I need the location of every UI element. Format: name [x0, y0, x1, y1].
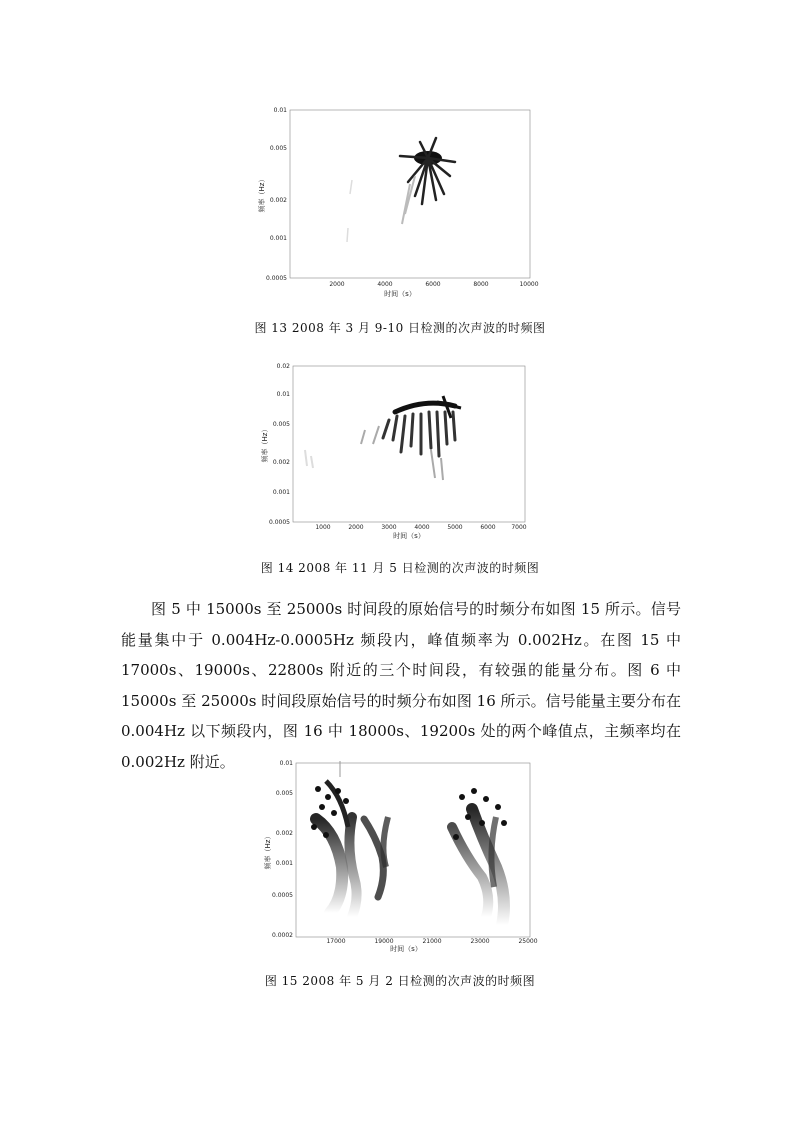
y-tick-label: 0.005 — [272, 421, 290, 428]
figure-14 — [255, 360, 535, 540]
x-ticks — [315, 524, 526, 531]
x-ticks — [326, 938, 537, 945]
y-axis-label: 频率（Hz） — [258, 175, 266, 213]
x-tick-label: 8000 — [473, 281, 489, 288]
y-axis-label: 频率（Hz） — [261, 425, 269, 463]
x-tick-label: 2000 — [348, 524, 364, 531]
y-tick-label: 0.0005 — [272, 892, 293, 899]
x-tick-label: 5000 — [447, 524, 463, 531]
figure-15-caption: 图 15 2008 年 5 月 2 日检测的次声波的时频图 — [264, 974, 536, 988]
y-tick-label: 0.005 — [269, 145, 287, 152]
x-tick-label: 6000 — [480, 524, 496, 531]
x-tick-label: 19000 — [374, 938, 394, 945]
figure-15 — [256, 757, 546, 957]
x-tick-label: 23000 — [470, 938, 490, 945]
y-tick-label: 0.01 — [273, 107, 287, 114]
y-tick-label: 0.01 — [276, 391, 290, 398]
body-paragraph — [121, 594, 681, 777]
y-tick-label: 0.005 — [275, 790, 293, 797]
x-axis-label: 时间（s） — [384, 290, 416, 298]
figure-15-plot — [256, 757, 546, 957]
y-tick-label: 0.0002 — [272, 932, 293, 939]
x-tick-label: 2000 — [329, 281, 345, 288]
figure-14-caption: 图 14 2008 年 11 月 5 日检测的次声波的时频图 — [260, 561, 540, 575]
y-axis-label: 频率（Hz） — [264, 832, 272, 870]
paragraph-text: 图 5 中 15000s 至 25000s 时间段的原始信号的时频分布如图 15 所示。信号能量集中于 0.004Hz-0.0005Hz 频段内，峰值频率为 0.002Hz。在图 15 中 17000s、19000s、22800s 附近的三个时间段，有较强的能量分布。图 6 中 15000s 至 25000s 时间段原始信号的时频分布如图 16 所示。信号能量主要分布在 0.004Hz 以下频段内，图 16 中 18000s、19200s 处的两个峰值点，主频率均在 0.002Hz 附近。 — [121, 600, 681, 771]
x-tick-label: 3000 — [381, 524, 397, 531]
y-tick-label: 0.002 — [275, 830, 293, 837]
figure-14-plot — [255, 360, 535, 540]
y-tick-label: 0.002 — [272, 459, 290, 466]
x-ticks — [329, 281, 538, 288]
y-tick-label: 0.001 — [272, 489, 290, 496]
y-ticks — [266, 107, 287, 282]
x-tick-label: 10000 — [519, 281, 539, 288]
y-tick-label: 0.02 — [276, 363, 290, 370]
x-axis-label: 时间（s） — [393, 532, 425, 540]
y-tick-label: 0.002 — [269, 197, 287, 204]
x-tick-label: 17000 — [326, 938, 346, 945]
y-ticks — [272, 760, 293, 939]
y-ticks — [269, 363, 290, 526]
y-tick-label: 0.001 — [275, 860, 293, 867]
x-tick-label: 1000 — [315, 524, 331, 531]
x-tick-label: 4000 — [377, 281, 393, 288]
y-tick-label: 0.001 — [269, 235, 287, 242]
x-tick-label: 4000 — [414, 524, 430, 531]
plot-frame — [293, 366, 525, 522]
y-tick-label: 0.0005 — [269, 519, 290, 526]
figure-13-plot — [250, 104, 540, 299]
x-tick-label: 21000 — [422, 938, 442, 945]
y-tick-label: 0.0005 — [266, 275, 287, 282]
figure-13 — [250, 104, 540, 299]
x-axis-label: 时间（s） — [390, 945, 422, 953]
y-tick-label: 0.01 — [279, 760, 293, 767]
x-tick-label: 6000 — [425, 281, 441, 288]
x-tick-label: 25000 — [518, 938, 538, 945]
figure-13-caption: 图 13 2008 年 3 月 9-10 日检测的次声波的时频图 — [254, 321, 546, 335]
x-tick-label: 7000 — [511, 524, 527, 531]
